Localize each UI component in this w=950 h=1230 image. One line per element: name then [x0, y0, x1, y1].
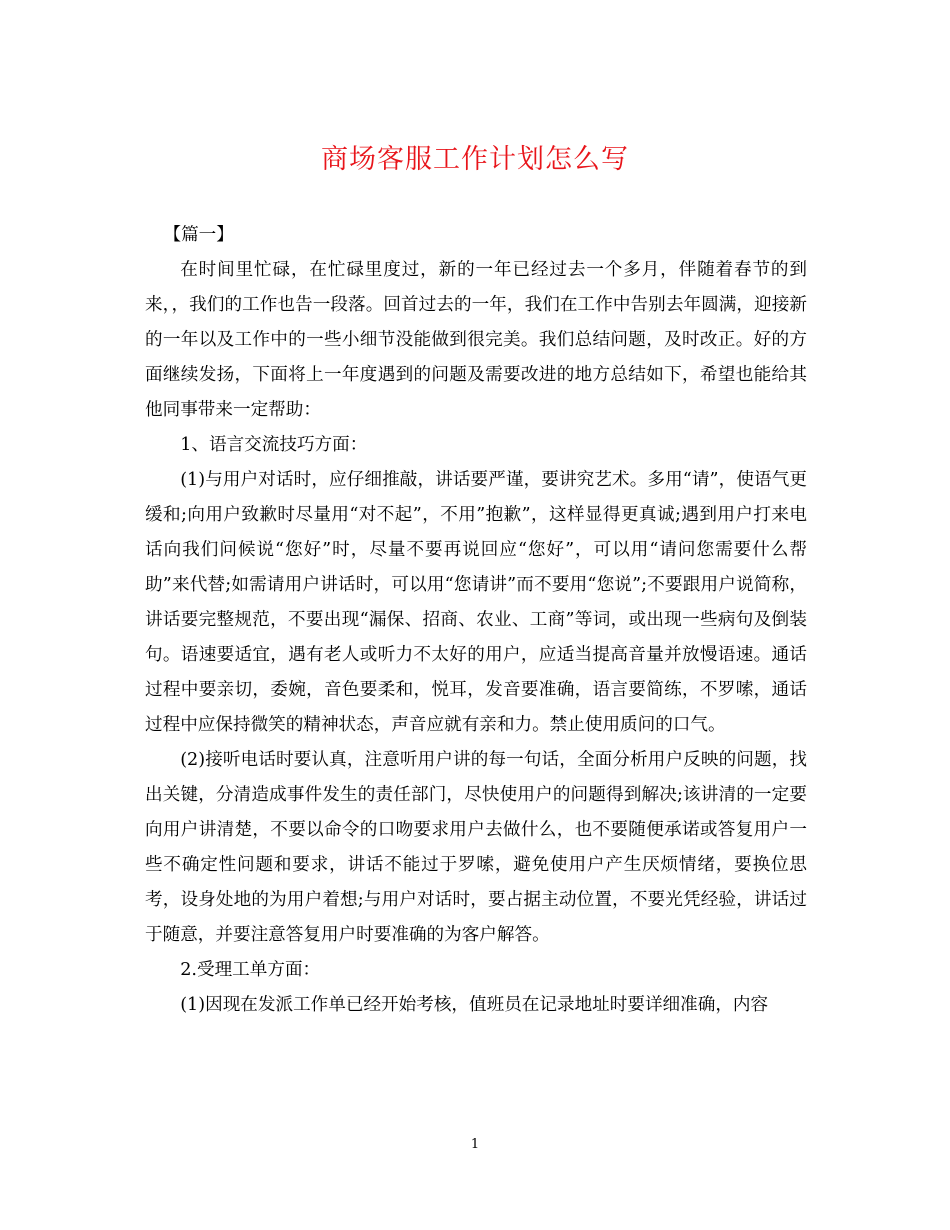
document-body [145, 218, 807, 1023]
section-heading: 【篇一】 [163, 225, 234, 245]
page-number: 1 [470, 1137, 480, 1152]
paragraph-item-1: 1、语言交流技巧方面： [180, 435, 368, 455]
paragraph-item-2-1: (1)因现在发派工作单已经开始考核，值班员在记录地址时要详细准确，内容 [180, 995, 769, 1015]
paragraph-item-1-1: (1)与用户对话时，应仔细推敲，讲话要严谨，要讲究艺术。多用“请”，使语气更缓和;向用户致歉时尽量用“对不起”，不用”抱歉”，这样显得更真诚;遇到用户打来电话向我们问候说“您好”时，尽量不要再说回应“您好”，可以用“请问您需要什么帮助”来代替;如需请用户讲话时，可以用“您请讲”而不要用“您说”;不要跟用户说简称，讲话要完整规范，不要出现“漏保、招商、农业、工商”等词，或出现一些病句及倒装句。语速要适宜，遇有老人或听力不太好的用户，应适当提高音量并放慢语速。通话过程中要亲切，委婉，音色要柔和，悦耳，发音要准确，语言要简练，不罗嗦，通话过程中应保持微笑的精神状态，声音应就有亲和力。禁止使用质问的口气。 [145, 470, 807, 735]
document-title: 商场客服工作计划怎么写 [321, 144, 629, 175]
paragraph-item-1-2: (2)接听电话时要认真，注意听用户讲的每一句话，全面分析用户反映的问题，找出关键，分清造成事件发生的责任部门，尽快使用户的问题得到解决;该讲清的一定要向用户讲清楚，不要以命令的口吻要求用户去做什么，也不要随便承诺或答复用户一些不确定性问题和要求，讲话不能过于罗嗦，避免使用户产生厌烦情绪，要换位思考，设身处地的为用户着想;与用户对话时，要占据主动位置，不要光凭经验，讲话过于随意，并要注意答复用户时要准确的为客户解答。 [145, 750, 807, 945]
paragraph-item-2: 2.受理工单方面： [180, 960, 321, 980]
paragraph-intro: 在时间里忙碌，在忙碌里度过，新的一年已经过去一个多月，伴随着春节的到来，，我们的工作也告一段落。回首过去的一年，我们在工作中告别去年圆满，迎接新的一年以及工作中的一些小细节没能做到很完美。我们总结问题，及时改正。好的方面继续发扬，下面将上一年度遇到的问题及需要改进的地方总结如下，希望也能给其他同事带来一定帮助： [145, 260, 807, 420]
